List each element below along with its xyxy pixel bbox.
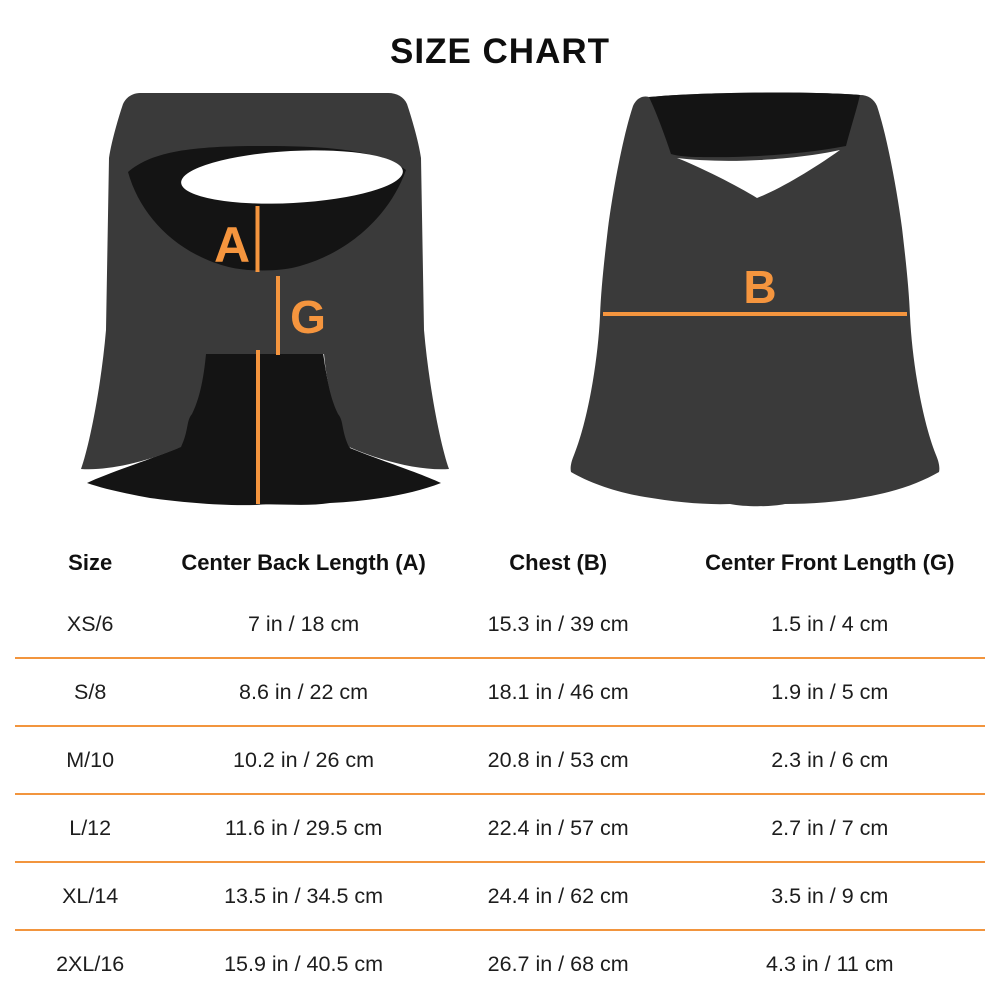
- cell-chest: 24.4 in / 62 cm: [487, 883, 629, 908]
- cell-back-length: 13.5 in / 34.5 cm: [224, 883, 384, 908]
- table-row: [15, 863, 985, 931]
- cell-front-length: 2.3 in / 6 cm: [771, 747, 889, 772]
- measure-label-a: A: [213, 217, 251, 273]
- measure-label-g: G: [290, 291, 326, 343]
- cell-size: M/10: [66, 747, 115, 772]
- cell-size: S/8: [74, 679, 107, 704]
- cell-front-length: 3.5 in / 9 cm: [771, 883, 889, 908]
- table-row: [15, 659, 985, 727]
- table-row: [15, 591, 985, 659]
- table-row: [15, 727, 985, 795]
- header-chest: Chest (B): [509, 550, 608, 575]
- cell-front-length: 4.3 in / 11 cm: [766, 951, 894, 976]
- table-header-row: [15, 535, 985, 591]
- cell-back-length: 11.6 in / 29.5 cm: [224, 815, 383, 840]
- cell-front-length: 1.9 in / 5 cm: [771, 679, 889, 704]
- cell-chest: 15.3 in / 39 cm: [487, 611, 629, 636]
- cell-back-length: 8.6 in / 22 cm: [239, 679, 369, 704]
- cell-back-length: 15.9 in / 40.5 cm: [224, 951, 384, 976]
- table-row: [15, 795, 985, 863]
- cell-back-length: 7 in / 18 cm: [247, 611, 360, 636]
- cell-size: 2XL/16: [56, 951, 125, 976]
- cell-chest: 20.8 in / 53 cm: [487, 747, 629, 772]
- cell-size: XS/6: [66, 611, 114, 636]
- garment-front-view: [571, 93, 940, 507]
- header-center-back-length: Center Back Length (A): [181, 550, 426, 575]
- header-size: Size: [68, 550, 113, 575]
- garment-back-view: [81, 93, 449, 505]
- header-center-front-length: Center Front Length (G): [705, 550, 955, 575]
- cell-chest: 18.1 in / 46 cm: [487, 679, 629, 704]
- measure-label-b: B: [743, 261, 777, 313]
- cell-size: L/12: [69, 815, 112, 840]
- cell-chest: 22.4 in / 57 cm: [487, 815, 629, 840]
- page-title: SIZE CHART: [390, 32, 610, 71]
- shoulder-band: [649, 93, 860, 158]
- cell-front-length: 1.5 in / 4 cm: [771, 611, 889, 636]
- cell-back-length: 10.2 in / 26 cm: [233, 747, 375, 772]
- cell-chest: 26.7 in / 68 cm: [487, 951, 629, 976]
- size-table: [15, 535, 985, 997]
- cell-front-length: 2.7 in / 7 cm: [771, 815, 889, 840]
- size-diagram: [0, 85, 1000, 510]
- cell-size: XL/14: [62, 883, 119, 908]
- table-row: [15, 931, 985, 997]
